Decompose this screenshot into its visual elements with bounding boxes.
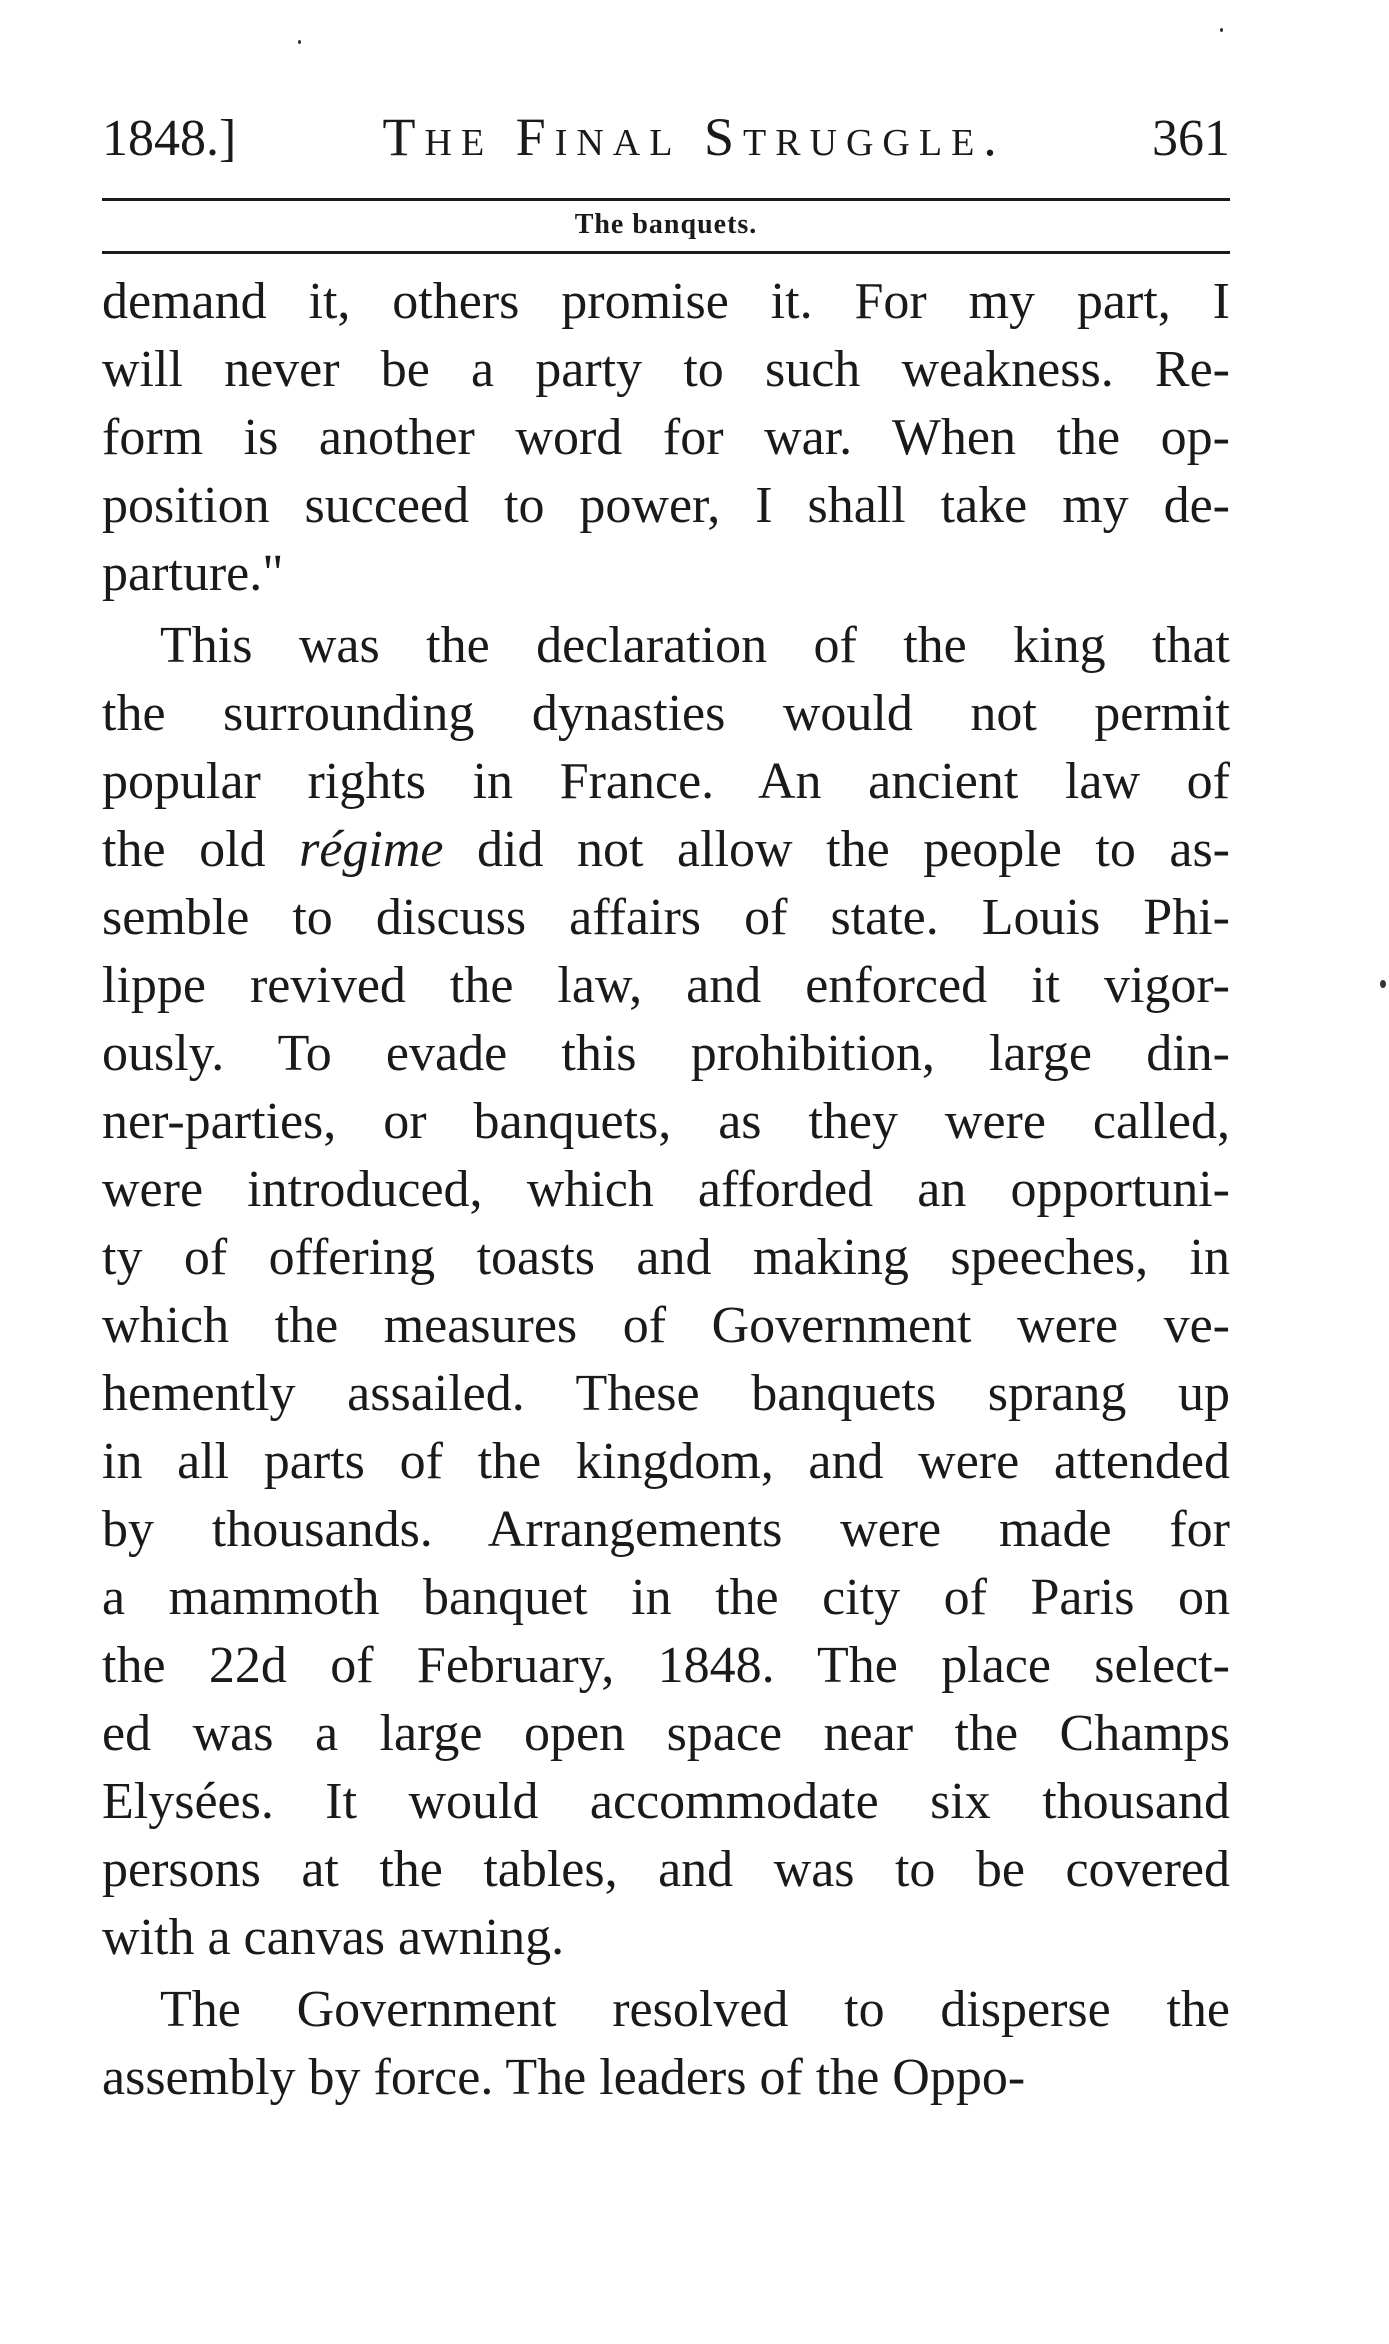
italic-word: régime bbox=[299, 821, 444, 878]
text-line: by thousands. Arrangements were made for bbox=[102, 1501, 1230, 1558]
scan-speck bbox=[298, 40, 301, 44]
text-line: Elysées. It would accommodate six thousand bbox=[102, 1773, 1230, 1830]
chapter-title: The Final Struggle. bbox=[382, 107, 1006, 167]
book-page bbox=[102, 107, 1231, 2112]
text-line: hemently assailed. These banquets sprang up bbox=[102, 1365, 1230, 1422]
text-line: ty of offering toasts and making speeches, in bbox=[102, 1229, 1230, 1286]
text-line: ed was a large open space near the Champs bbox=[102, 1705, 1230, 1762]
section-subhead: The banquets. bbox=[574, 209, 758, 240]
text-line: popular rights in France. An ancient law of bbox=[102, 753, 1230, 810]
text-line: ner-parties, or banquets, as they were called, bbox=[102, 1093, 1230, 1150]
text-line: assembly by force. The leaders of the Oppo- bbox=[102, 2049, 1026, 2106]
text-line: the surrounding dynasties would not permit bbox=[102, 685, 1230, 742]
text-line: the 22d of February, 1848. The place select- bbox=[102, 1637, 1230, 1694]
text-line: will never be a party to such weakness. Re- bbox=[102, 341, 1230, 398]
text-line: which the measures of Government were ve- bbox=[102, 1297, 1230, 1354]
text-line: were introduced, which afforded an opportuni- bbox=[102, 1161, 1230, 1218]
text-line: persons at the tables, and was to be covered bbox=[102, 1841, 1230, 1898]
text-line: position succeed to power, I shall take my de- bbox=[102, 477, 1230, 534]
text-line: the old régime did not allow the people to as- bbox=[102, 821, 1231, 878]
text-line: parture." bbox=[102, 545, 284, 602]
body-text bbox=[102, 268, 1230, 2112]
text-line: form is another word for war. When the op- bbox=[102, 409, 1230, 466]
text-line: in all parts of the kingdom, and were attended bbox=[102, 1433, 1230, 1490]
header-year: 1848.] bbox=[102, 110, 237, 167]
text-line: The Government resolved to disperse the bbox=[160, 1981, 1230, 2038]
text-line: with a canvas awning. bbox=[102, 1909, 565, 1966]
text-line: ously. To evade this prohibition, large din- bbox=[102, 1025, 1230, 1082]
text-line: This was the declaration of the king that bbox=[160, 617, 1230, 674]
scan-speck bbox=[1380, 980, 1386, 988]
text-line: demand it, others promise it. For my part, I bbox=[102, 273, 1230, 330]
running-head bbox=[102, 107, 1230, 180]
scan-speck bbox=[1220, 28, 1223, 32]
header-rule-bottom bbox=[102, 251, 1230, 254]
text-line: semble to discuss affairs of state. Louis Phi- bbox=[102, 889, 1230, 946]
text-line: a mammoth banquet in the city of Paris on bbox=[102, 1569, 1230, 1626]
text-line: lippe revived the law, and enforced it vigor- bbox=[102, 957, 1230, 1014]
page-number: 361 bbox=[1152, 110, 1230, 167]
